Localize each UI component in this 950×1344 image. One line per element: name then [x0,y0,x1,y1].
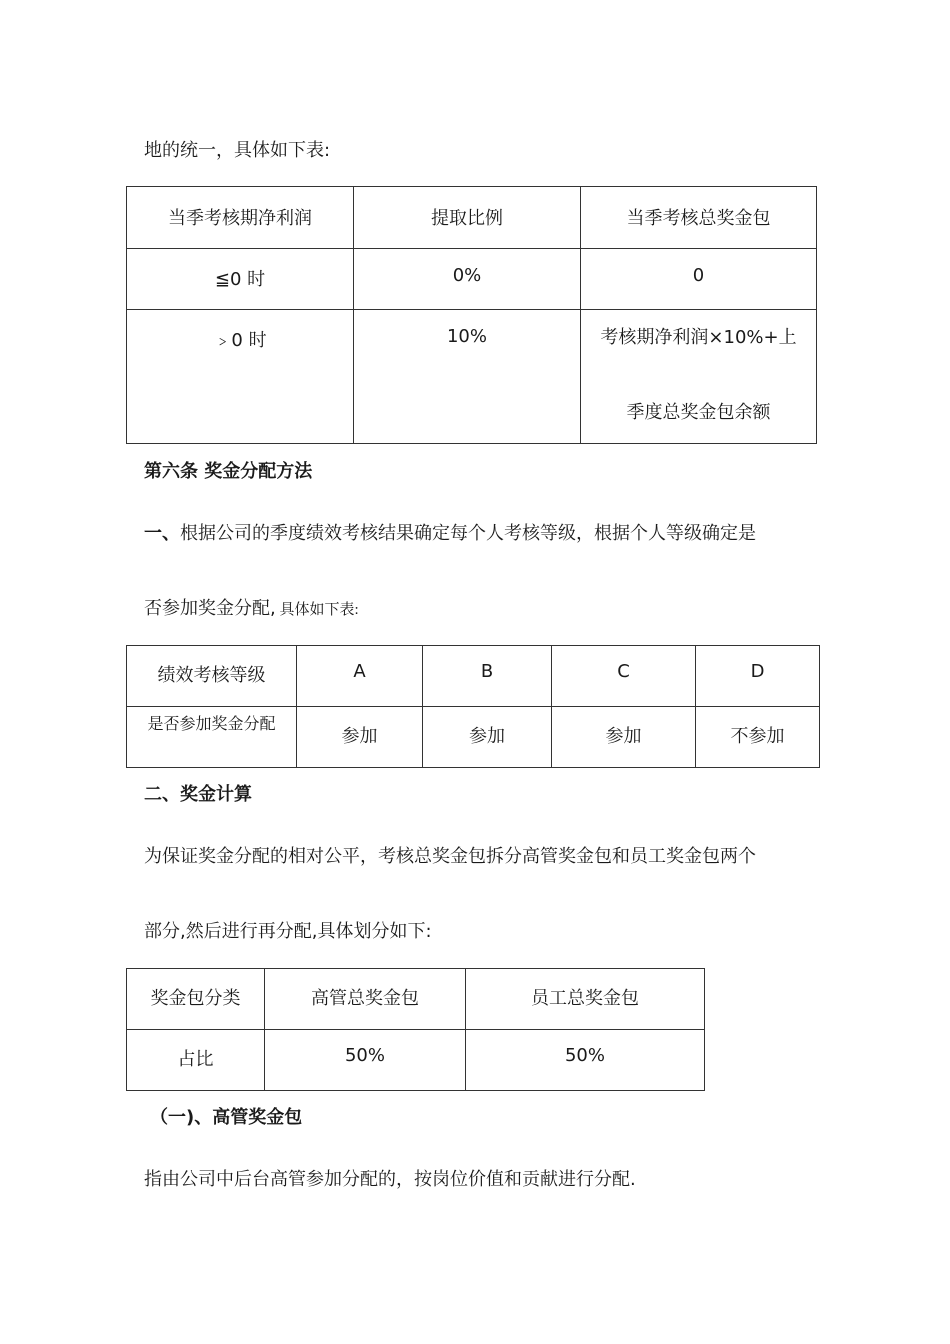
section2-line2: 部分,然后进行再分配,具体划分如下: [144,921,432,942]
section1-number: 一、 [144,523,180,544]
table-header-cell: 当季考核期净利润 [127,187,354,249]
formula-line-2: 季度总奖金包余额 [626,402,771,423]
table-header-row [127,969,705,1030]
table-row [127,707,820,768]
formula-line-1: 考核期净利润×10%+上 [600,327,797,348]
subsection-heading: （一)、高管奖金包 [150,1107,303,1128]
table-header-cell: 当季考核总奖金包 [581,187,817,249]
table-cell: 不参加 [696,707,820,768]
table-cell: 0 [581,249,817,310]
table-cell: 是否参加奖金分配 [127,707,297,768]
table-cell: 占比 [127,1030,265,1091]
table-cell: 参加 [552,707,696,768]
table-cell: ≦0 时 [127,249,354,310]
table-cell: 10% [354,310,581,444]
table-header-cell: 绩效考核等级 [127,646,297,707]
section-heading: 二、奖金计算 [144,784,252,805]
table-header-cell: 员工总奖金包 [466,969,705,1030]
table-row [127,310,817,444]
table-header-cell: D [696,646,820,707]
section1-line2 [144,597,359,622]
table-header-cell: B [423,646,552,707]
table-cell: 参加 [423,707,552,768]
grade-participation-table [126,645,820,768]
article-heading: 第六条 奖金分配方法 [144,461,313,482]
section1-text: 根据公司的季度绩效考核结果确定每个人考核等级，根据个人等级确定是 [180,523,756,544]
table-row [127,249,817,310]
bonus-pool-table [126,186,817,444]
subsection-paragraph: 指由公司中后台高管参加分配的，按岗位价值和贡献进行分配. [144,1169,636,1190]
table-header-cell: 高管总奖金包 [265,969,466,1030]
table-cell: 参加 [297,707,423,768]
table-header-row [127,187,817,249]
intro-paragraph: 地的统一，具体如下表: [144,140,331,161]
section2-line1: 为保证奖金分配的相对公平，考核总奖金包拆分高管奖金包和员工奖金包两个 [144,846,756,867]
table-header-row [127,646,820,707]
pool-split-table [126,968,705,1091]
section1-text-tail: 具体如下表: [275,602,359,618]
section1-line1 [144,522,756,546]
table-header-cell: 奖金包分类 [127,969,265,1030]
table-cell: ﹥0 时 [127,310,354,444]
table-header-cell: 提取比例 [354,187,581,249]
section1-text-cont: 否参加奖金分配, [144,598,276,619]
table-header-cell: C [552,646,696,707]
table-header-cell: A [297,646,423,707]
table-row [127,1030,705,1091]
table-cell: 0% [354,249,581,310]
table-cell: 50% [466,1030,705,1091]
table-cell: 50% [265,1030,466,1091]
table-cell [581,310,817,444]
